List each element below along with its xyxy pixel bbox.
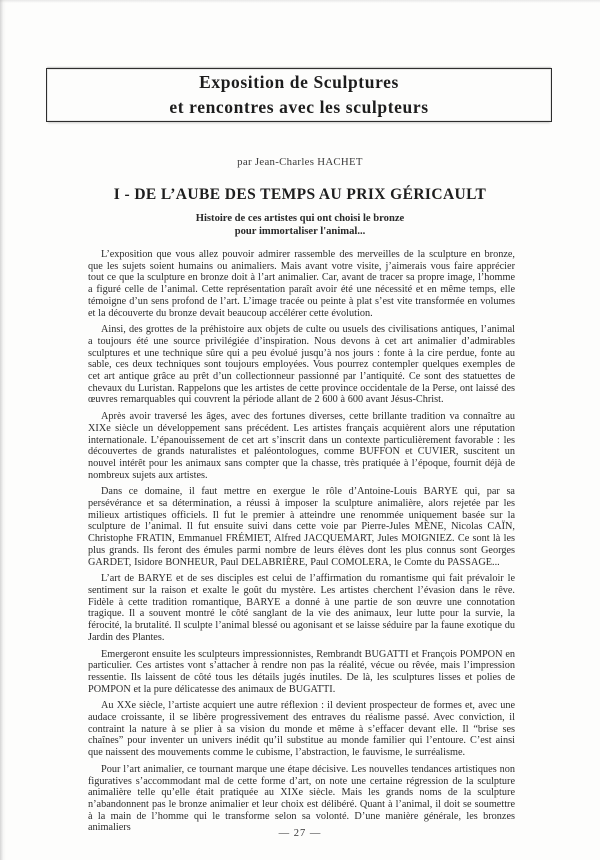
paragraph-3: Après avoir traversé les âges, avec des fortunes diverses, cette brillante tradition va connaître au XIXe siècle un développement sans précédent. Les artistes français acquièrent alors une réputation internationale. L’épanouissement de cet art s’inscrit dans un contexte particulièrement favorable : les découvertes de grands naturalistes et paléontologues, comme BUFFON et CUVIER, suscitent un nouvel intérêt pour les animaux sans compter que la chasse, très pratiquée à l’époque, fournit déjà de nombreux sujets aux artistes. (88, 411, 515, 481)
scan-edge-left (0, 0, 6, 860)
paragraph-7: Au XXe siècle, l’artiste acquiert une autre réflexion : il devient prospecteur de formes et, avec une audace croissante, il se libère progressivement des entraves du réalisme passé. Avec conviction, il contraint la nature à se plier à sa vision du monde et même à s’effacer devant elle. Il “brise ses chaînes” pour inventer un univers inédit qu’il substitue au monde familier qui l’entoure. C’est ainsi que naissent des mouvements comme le cubisme, l’abstraction, le fauvisme, le surréalisme. (88, 700, 515, 759)
document-title-line1: Exposition de Sculptures (199, 72, 399, 93)
section-subtitle (0, 212, 600, 238)
section-heading: I - DE L’AUBE DES TEMPS AU PRIX GÉRICAULT (113, 186, 487, 203)
subtitle-line1: Histoire de ces artistes qui ont choisi le bronze (195, 213, 405, 224)
title-box (46, 68, 552, 122)
paragraph-2: Ainsi, des grottes de la préhistoire aux objets de culte ou usuels des civilisations antiques, l’animal a toujours été une source privilégiée d’inspiration. Nous devons à cet art animalier d’admirables sculptures et une technique sûre qui a peu évolué jusqu’à nos jours : fonte à la cire perdue, fonte au sable, ces deux techniques sont toujours employées. Vous pourrez contempler quelques exemples de cet art antique grâce au prêt d’un collectionneur passionné par l’antiquité. Ce sont des statuettes de chevaux du Luristan. Rappelons que les artistes de cette province occidentale de la Perse, ont laissé des œuvres remarquables qui couvrent la période allant de 2 600 à 600 avant Jésus-Christ. (88, 324, 515, 406)
subtitle-line2: pour immortaliser l'animal... (234, 226, 366, 238)
paragraph-8: Pour l’art animalier, ce tournant marque une étape décisive. Les nouvelles tendances artistiques non figuratives s’accommodant mal de cette forme d’art, on note une certaine régression de la sculpture animalière telle qu’elle était pratiquée au XIXe siècle. Mais les grands noms de la sculpture n’abandonnent pas le bronze animalier et leur choix est délibéré. Quant à l’animal, il doit se soumettre à la main de l’homme qui le transforme selon sa volonté. D’une manière générale, les bronzes animaliers (88, 763, 515, 834)
paragraph-4: Dans ce domaine, il faut mettre en exergue le rôle d’Antoine-Louis BARYE qui, par sa persévérance et sa détermination, a réussi à imposer la sculpture animalière, alors rejetée par les milieux artistiques officiels. Il fut le premier à atteindre une renommée uniquement basée sur la sculpture de l’animal. Il fut ensuite suivi dans cette voie par Pierre-Jules MÈNE, Nicolas CAÏN, Christophe FRATIN, Emmanuel FRÉMIET, Alfred JACQUEMART, Jules MOIGNIEZ. Ce sont là les plus grands. Ils feront des émules parmi nombre de leurs élèves dont les plus connus sont Georges GARDET, Isidore BONHEUR, Paul DELABRIÈRE, Paul COMOLERA, le Comte du PASSAGE... (88, 486, 515, 568)
byline: par Jean-Charles HACHET (237, 156, 363, 168)
paragraph-5: L’art de BARYE et de ses disciples est celui de l’affirmation du romantisme qui fait prévaloir le sentiment sur la raison et exalte le goût du mystère. Les artistes cherchent l’évasion dans le rêve. Fidèle à cette tradition romantique, BARYE a donné à une partie de son œuvre une connotation tragique. Il a souvent montré le côté sanglant de la vie des animaux, leur lutte pour la survie, la férocité, la brutalité. Il sculpte l’animal blessé ou agonisant et se laisse séduire par la faune exotique du Jardin des Plantes. (88, 573, 515, 643)
scan-edge-top (0, 0, 600, 3)
page-number: — 27 — (278, 828, 322, 839)
body-text (88, 249, 515, 839)
paragraph-6: Emergeront ensuite les sculpteurs impressionnistes, Rembrandt BUGATTI et François POMPON en particulier. Ces artistes vont s’attacher à rendre non pas la réalité, vécue ou rêvée, mais l’impression ressentie. Ils laissent de côté tous les détails jugés inutiles. De là, les sculptures lisses et polies de POMPON et la pure délicatesse des animaux de BUGATTI. (88, 648, 515, 695)
paragraph-1: L’exposition que vous allez pouvoir admirer rassemble des merveilles de la sculpture en bronze, que les sujets soient humains ou animaliers. Mais avant votre visite, j’aimerais vous faire apprécier tout ce que la sculpture en bronze doit à l’art animalier. Car, avant de tracer sa propre image, l’homme a figuré celle de l’animal. Cette représentation paraît avoir été une nécessité et en même temps, elle témoigne d’un sens profond de l’art. L’image tracée ou peinte à plat s’est vite transformée en volumes et la découverte du bronze devait beaucoup accélérer cette évolution. (88, 249, 515, 319)
document-title-line2: et rencontres avec les sculpteurs (169, 97, 429, 117)
